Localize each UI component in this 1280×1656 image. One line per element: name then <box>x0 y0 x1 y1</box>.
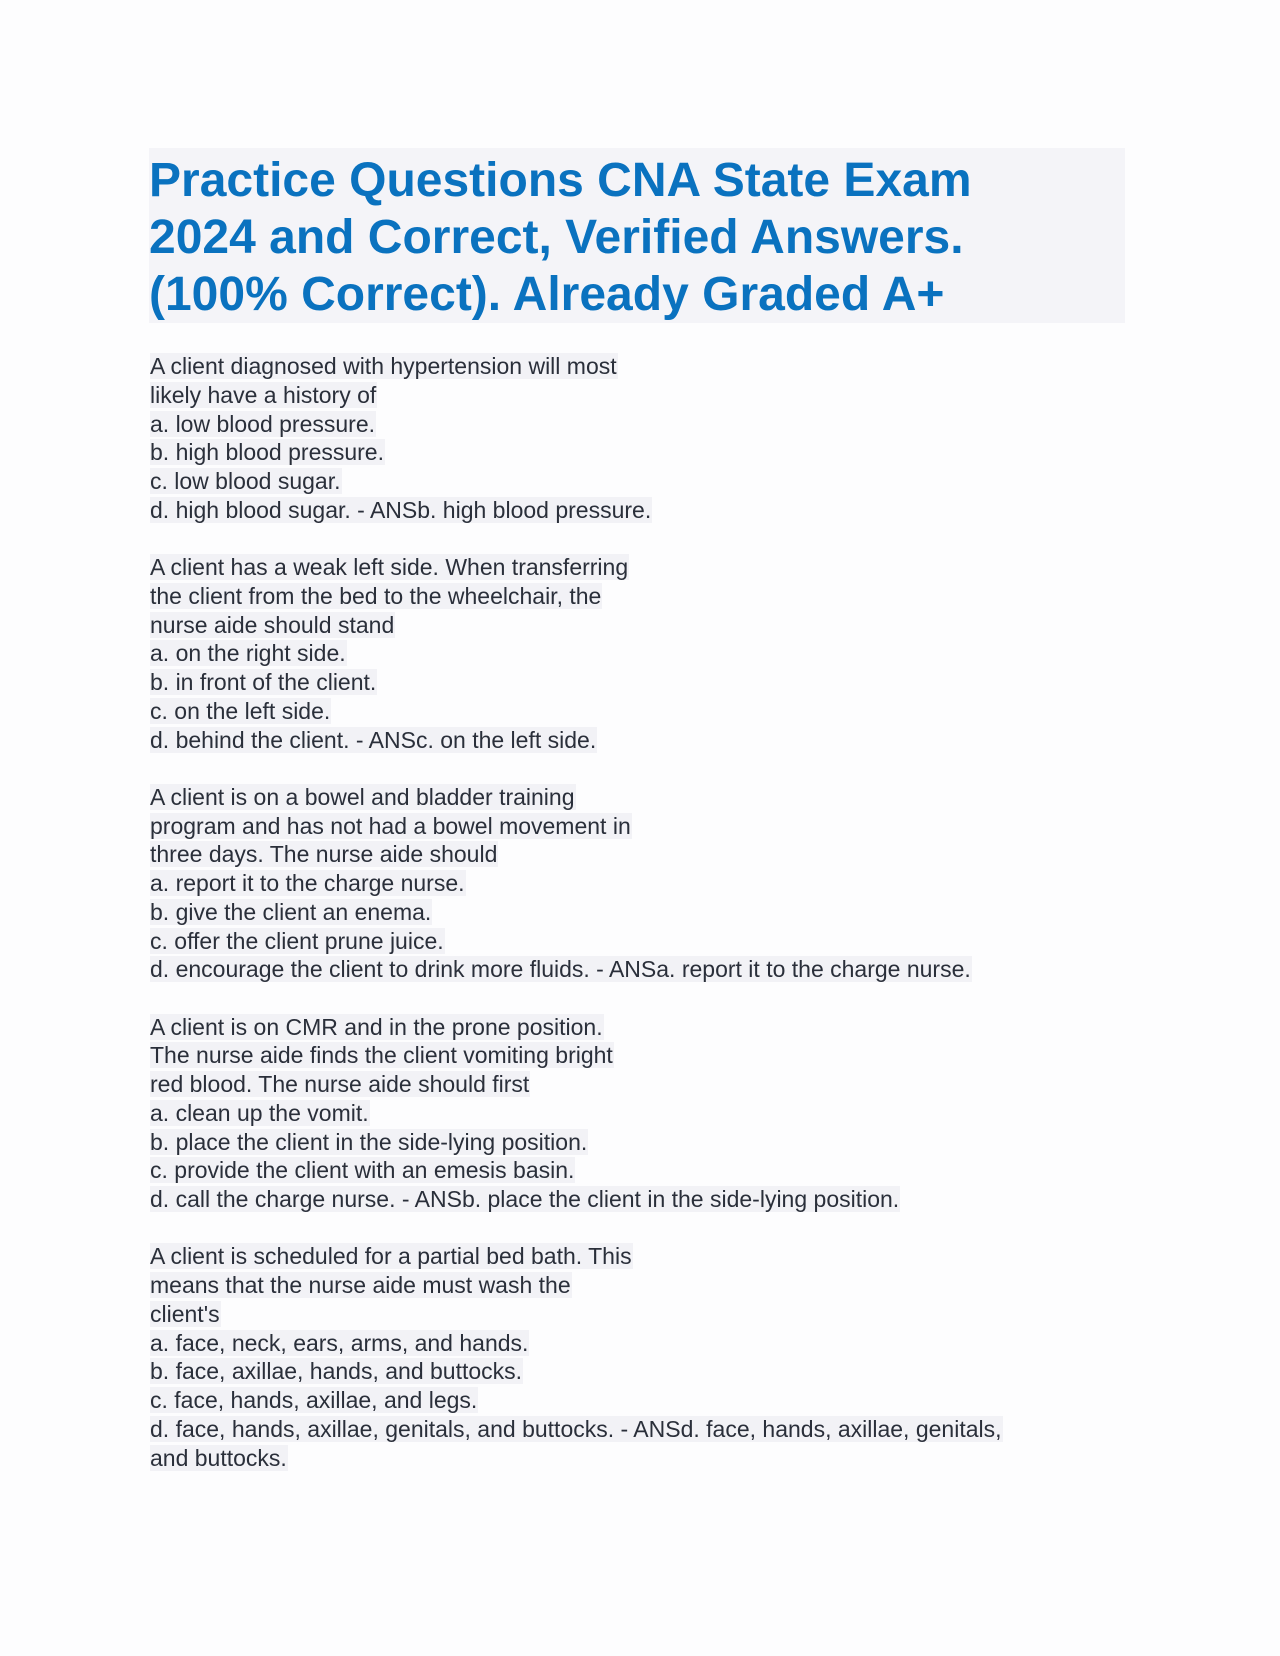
answer-option-a: a. low blood pressure. <box>150 410 376 437</box>
answer-option-b: b. in front of the client. <box>150 669 377 695</box>
answer-continuation: and buttocks. <box>150 1444 287 1471</box>
question-stem-line: program and has not had a bowel movement in <box>150 812 631 839</box>
question-4 <box>150 1013 1130 1214</box>
answer-option-d-with-answer: d. face, hands, axillae, genitals, and buttocks. - ANSd. face, hands, axillae, genitals, <box>150 1415 1002 1442</box>
question-stem-line: client's <box>150 1300 220 1327</box>
title-line: 2024 and Correct, Verified Answers. <box>149 211 964 264</box>
answer-option-a: a. on the right side. <box>150 640 346 667</box>
question-2 <box>150 553 1130 754</box>
answer-option-b: b. face, axillae, hands, and buttocks. <box>150 1358 523 1385</box>
question-stem-line: likely have a history of <box>150 381 377 408</box>
question-stem-line: A client is scheduled for a partial bed bath. This <box>150 1243 632 1270</box>
questions-list <box>150 352 1130 1501</box>
answer-option-d-with-answer: d. high blood sugar. - ANSb. high blood pressure. <box>150 496 652 523</box>
question-stem-line: three days. The nurse aide should <box>150 841 498 868</box>
question-stem-line: A client has a weak left side. When transferring <box>150 554 629 580</box>
question-stem-line: the client from the bed to the wheelchair, the <box>150 582 602 609</box>
answer-option-d-with-answer: d. encourage the client to drink more fluids. - ANSa. report it to the charge nurse. <box>150 956 971 983</box>
answer-option-c: c. provide the client with an emesis basin. <box>150 1157 575 1184</box>
question-stem-line: The nurse aide finds the client vomiting bright <box>150 1042 613 1069</box>
question-stem-line: A client is on CMR and in the prone position. <box>150 1013 603 1040</box>
title-line: Practice Questions CNA State Exam <box>149 154 972 207</box>
document-title <box>149 148 1125 323</box>
answer-option-b: b. place the client in the side-lying position. <box>150 1128 588 1155</box>
question-3 <box>150 783 1130 984</box>
answer-option-d-with-answer: d. behind the client. - ANSc. on the left side. <box>150 726 597 753</box>
question-stem-line: A client diagnosed with hypertension will most <box>150 353 617 379</box>
title-line: (100% Correct). Already Graded A+ <box>149 268 945 321</box>
question-stem-line: red blood. The nurse aide should first <box>150 1071 530 1097</box>
title-block <box>149 148 1125 323</box>
answer-option-c: c. offer the client prune juice. <box>150 927 444 954</box>
question-stem-line: nurse aide should stand <box>150 611 395 638</box>
question-stem-line: A client is on a bowel and bladder training <box>150 783 575 810</box>
question-5 <box>150 1242 1130 1472</box>
answer-option-c: c. on the left side. <box>150 697 331 724</box>
question-stem-line: means that the nurse aide must wash the <box>150 1272 571 1298</box>
answer-option-c: c. low blood sugar. <box>150 468 341 494</box>
answer-option-c: c. face, hands, axillae, and legs. <box>150 1387 478 1413</box>
question-1 <box>150 352 1130 525</box>
answer-option-a: a. clean up the vomit. <box>150 1099 369 1126</box>
answer-option-b: b. high blood pressure. <box>150 439 384 466</box>
answer-option-d-with-answer: d. call the charge nurse. - ANSb. place the client in the side-lying position. <box>150 1186 900 1212</box>
answer-option-a: a. face, neck, ears, arms, and hands. <box>150 1329 529 1356</box>
answer-option-b: b. give the client an enema. <box>150 898 432 925</box>
answer-option-a: a. report it to the charge nurse. <box>150 870 465 896</box>
